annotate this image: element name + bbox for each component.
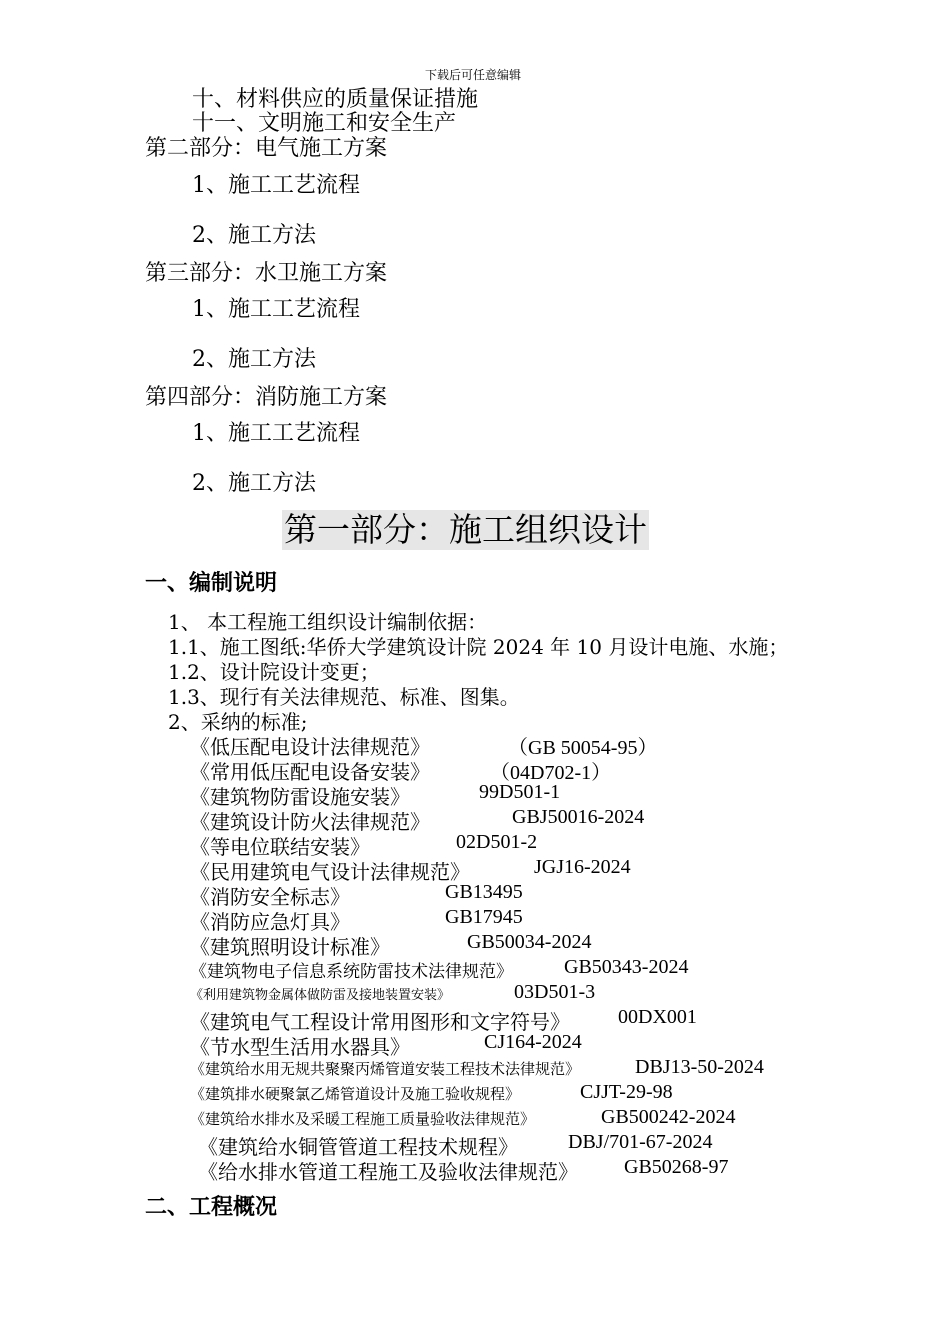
toc-part2-title: 第二部分：电气施工方案 bbox=[145, 136, 388, 161]
basis-line-5: 2、采纳的标准; bbox=[168, 710, 308, 734]
standard-name: 《给水排水管道工程施工及验收法律规范》 bbox=[198, 1160, 578, 1184]
standard-code: 99D501-1 bbox=[479, 781, 561, 803]
standard-code: DBJ/701-67-2024 bbox=[568, 1131, 713, 1153]
standard-code: GB17945 bbox=[445, 906, 523, 928]
standard-name: 《常用低压配电设备安装》 bbox=[190, 760, 430, 784]
standard-code: 00DX001 bbox=[618, 1006, 697, 1028]
toc-part4-step1: 1、施工工艺流程 bbox=[192, 421, 360, 446]
standard-name: 《消防应急灯具》 bbox=[190, 910, 350, 934]
basis-line-3: 1.2、设计院设计变更； bbox=[168, 660, 380, 684]
standard-name: 《节水型生活用水器具》 bbox=[190, 1035, 410, 1059]
standard-code: （GB 50054-95） bbox=[508, 737, 658, 759]
standard-code: 03D501-3 bbox=[514, 981, 596, 1003]
standard-code: GB500242-2024 bbox=[601, 1106, 736, 1128]
part1-title: 第一部分：施工组织设计 bbox=[284, 510, 647, 549]
standard-name: 《建筑给水铜管管道工程技术规程》 bbox=[198, 1135, 518, 1159]
standard-code: GB50343-2024 bbox=[564, 956, 689, 978]
standard-name: 《民用建筑电气设计法律规范》 bbox=[190, 860, 470, 884]
standard-code: GB50034-2024 bbox=[467, 931, 592, 953]
standard-code: GBJ50016-2024 bbox=[512, 806, 645, 828]
standard-code: CJJT-29-98 bbox=[580, 1081, 673, 1103]
toc-part2-step2: 2、施工方法 bbox=[192, 223, 316, 248]
standard-code: DBJ13-50-2024 bbox=[635, 1056, 764, 1078]
standard-name: 《建筑电气工程设计常用图形和文字符号》 bbox=[190, 1010, 570, 1034]
toc-part4-title: 第四部分：消防施工方案 bbox=[145, 385, 388, 410]
toc-item-11: 十一、文明施工和安全生产 bbox=[192, 111, 457, 136]
standard-name: 《低压配电设计法律规范》 bbox=[190, 735, 430, 759]
standard-code: CJ164-2024 bbox=[484, 1031, 582, 1053]
toc-part4-step2: 2、施工方法 bbox=[192, 471, 316, 496]
standard-name: 《建筑给水用无规共聚聚丙烯管道安装工程技术法律规范》 bbox=[190, 1060, 581, 1078]
standard-code: 02D501-2 bbox=[456, 831, 538, 853]
toc-part3-step1: 1、施工工艺流程 bbox=[192, 297, 360, 322]
toc-part3-step2: 2、施工方法 bbox=[192, 347, 316, 372]
basis-line-2: 1.1、施工图纸:华侨大学建筑设计院 2024 年 10 月设计电施、水施； bbox=[168, 635, 789, 659]
standard-name: 《建筑照明设计标准》 bbox=[190, 935, 390, 959]
standard-name: 《建筑物电子信息系统防雷技术法律规范》 bbox=[190, 962, 513, 982]
standard-name: 《建筑排水硬聚氯乙烯管道设计及施工验收规程》 bbox=[190, 1085, 521, 1103]
section2-heading: 二、工程概况 bbox=[145, 1195, 278, 1220]
basis-line-4: 1.3、现行有关法律规范、标准、图集。 bbox=[168, 685, 520, 709]
standard-code: GB50268-97 bbox=[624, 1156, 729, 1178]
section1-heading: 一、编制说明 bbox=[145, 571, 278, 596]
basis-line-1: 1、 本工程施工组织设计编制依据： bbox=[168, 610, 488, 634]
standard-name: 《消防安全标志》 bbox=[190, 885, 350, 909]
standard-name: 《建筑给水排水及采暖工程施工质量验收法律规范》 bbox=[190, 1110, 536, 1128]
standard-name: 《建筑设计防火法律规范》 bbox=[190, 810, 430, 834]
toc-part2-step1: 1、施工工艺流程 bbox=[192, 173, 360, 198]
standard-code: JGJ16-2024 bbox=[534, 856, 631, 878]
standard-name: 《利用建筑物金属体做防雷及接地装置安装》 bbox=[190, 988, 451, 1003]
toc-part3-title: 第三部分：水卫施工方案 bbox=[145, 261, 388, 286]
header-note: 下载后可任意编辑 bbox=[425, 68, 522, 82]
toc-item-10: 十、材料供应的质量保证措施 bbox=[192, 87, 479, 112]
standard-name: 《建筑物防雷设施安装》 bbox=[190, 785, 410, 809]
standard-name: 《等电位联结安装》 bbox=[190, 835, 370, 859]
standard-code: （04D702-1） bbox=[490, 762, 612, 784]
standard-code: GB13495 bbox=[445, 881, 523, 903]
